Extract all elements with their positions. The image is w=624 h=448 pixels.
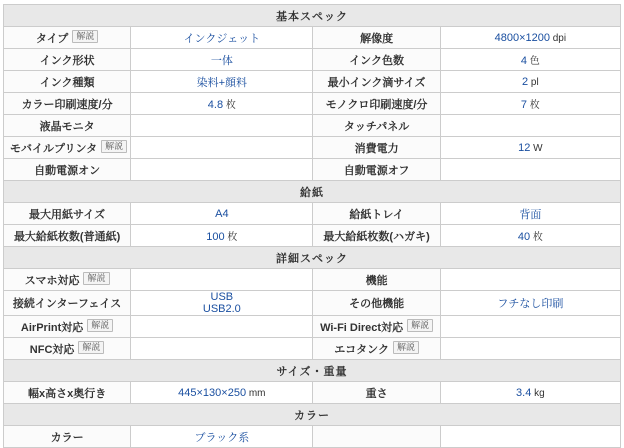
table-row	[4, 225, 621, 247]
spec-value-left	[131, 426, 313, 448]
table-row	[4, 382, 621, 404]
spec-value-text: 7	[520, 99, 528, 111]
spec-value-right	[440, 115, 620, 137]
spec-label-text: 液晶モニタ	[39, 120, 95, 133]
table-row	[4, 71, 621, 93]
spec-label-right	[313, 27, 440, 49]
spec-value-unit: 色	[527, 56, 540, 67]
section-title: 詳細スペック	[4, 247, 621, 269]
spec-label-text: エコタンク	[334, 343, 389, 356]
spec-value-left	[131, 93, 313, 115]
table-row	[4, 27, 621, 49]
spec-label-text: 幅x高さx奥行き	[27, 387, 107, 400]
spec-value-left	[131, 338, 313, 360]
spec-label-text: インク形状	[39, 54, 95, 67]
section-header-row	[4, 247, 621, 269]
spec-value-text: 12	[518, 141, 531, 154]
spec-value-left	[131, 49, 313, 71]
spec-value-left	[131, 159, 313, 181]
spec-value-right	[440, 159, 620, 181]
spec-value-left	[131, 316, 313, 338]
spec-value-text: 染料+顔料	[196, 76, 248, 89]
spec-label-text: スマホ対応	[24, 274, 80, 287]
spec-value-left	[131, 71, 313, 93]
spec-value-left	[131, 137, 313, 159]
section-header-row	[4, 181, 621, 203]
spec-value-left	[131, 291, 313, 316]
spec-label-right	[313, 115, 440, 137]
spec-value-right	[440, 49, 620, 71]
spec-value-text: 3.4	[516, 386, 532, 399]
spec-value-unit: kg	[531, 387, 545, 399]
spec-label-text: 最大用紙サイズ	[29, 208, 106, 221]
spec-label-text: 最大給紙枚数(普通紙)	[13, 230, 121, 243]
table-row	[4, 115, 621, 137]
spec-label-left	[4, 203, 131, 225]
section-title: 給紙	[4, 181, 621, 203]
help-link[interactable]: 解説	[87, 319, 113, 332]
spec-value-left	[131, 27, 313, 49]
spec-label-text: 自動電源オン	[34, 164, 101, 177]
spec-label-right	[313, 225, 440, 247]
spec-label-text: 最大給紙枚数(ハガキ)	[323, 230, 430, 243]
spec-value-text: 445×130×250	[178, 386, 247, 399]
spec-value-right	[440, 291, 620, 316]
spec-label-right	[313, 93, 440, 115]
spec-label-left	[4, 225, 131, 247]
spec-value-text: A4	[215, 207, 229, 220]
spec-value-unit: 枚	[530, 232, 543, 243]
section-header-row	[4, 404, 621, 426]
spec-label-text: 給紙トレイ	[349, 208, 404, 221]
spec-value-text: ブラック系	[194, 431, 250, 444]
spec-value-text: 4800×1200	[494, 31, 550, 44]
spec-label-text: 消費電力	[354, 142, 399, 155]
spec-label-right	[313, 269, 440, 291]
spec-value-right	[440, 71, 620, 93]
spec-value-right	[440, 338, 620, 360]
spec-label-text: 機能	[365, 274, 388, 287]
table-row	[4, 269, 621, 291]
spec-label-left	[4, 269, 131, 291]
spec-value-text: 背面	[519, 208, 542, 221]
spec-value-text: USB2.0	[202, 303, 241, 315]
spec-value-right	[440, 426, 620, 448]
spec-label-right	[313, 338, 440, 360]
table-row	[4, 203, 621, 225]
spec-value-text: 4	[520, 55, 528, 67]
spec-label-left	[4, 159, 131, 181]
spec-value-right	[440, 93, 620, 115]
spec-value-left	[131, 115, 313, 137]
spec-value-unit: W	[530, 142, 543, 154]
spec-label-text: タッチパネル	[343, 120, 410, 133]
spec-value-right	[440, 316, 620, 338]
table-row	[4, 159, 621, 181]
spec-label-left	[4, 27, 131, 49]
help-link[interactable]: 解説	[393, 341, 419, 354]
spec-label-text: 接続インターフェイス	[12, 298, 122, 310]
spec-label-right	[313, 159, 440, 181]
spec-label-right	[313, 382, 440, 404]
spec-value-text: インクジェット	[183, 32, 261, 45]
spec-value-unit: pl	[528, 76, 539, 88]
spec-value-text: 40	[517, 231, 531, 243]
spec-label-text: 解像度	[360, 32, 394, 45]
spec-label-right	[313, 426, 440, 448]
spec-value-left	[131, 225, 313, 247]
spec-label-text: タイプ	[35, 32, 69, 45]
spec-value-left	[131, 269, 313, 291]
spec-label-text: モバイルプリンタ	[10, 142, 98, 155]
spec-value-right	[440, 27, 620, 49]
specification-table	[3, 4, 621, 448]
spec-value-text: 2	[522, 75, 529, 88]
table-row	[4, 93, 621, 115]
spec-value-text: USB	[210, 291, 234, 303]
spec-label-text: モノクロ印刷速度/分	[325, 98, 428, 111]
spec-label-text: インク色数	[349, 54, 404, 67]
spec-value-text: 100	[206, 231, 225, 243]
spec-label-left	[4, 115, 131, 137]
spec-label-left	[4, 93, 131, 115]
section-header-row	[4, 360, 621, 382]
spec-label-text: AirPrint対応	[20, 321, 84, 334]
spec-label-left	[4, 137, 131, 159]
spec-value-left	[131, 203, 313, 225]
help-link[interactable]: 解説	[78, 341, 104, 354]
spec-value-right	[440, 269, 620, 291]
spec-label-text: 重さ	[365, 387, 388, 400]
table-row	[4, 291, 621, 316]
spec-value-unit: 枚	[527, 100, 540, 111]
section-title: サイズ・重量	[4, 360, 621, 382]
table-row	[4, 338, 621, 360]
spec-value-text: フチなし印刷	[497, 298, 564, 310]
spec-label-left	[4, 291, 131, 316]
spec-label-right	[313, 291, 440, 316]
spec-label-text: Wi-Fi Direct対応	[320, 321, 404, 334]
spec-label-left	[4, 71, 131, 93]
table-row	[4, 316, 621, 338]
table-row	[4, 49, 621, 71]
spec-value-right	[440, 137, 620, 159]
spec-value-unit: dpi	[549, 32, 567, 44]
spec-value-unit: mm	[246, 387, 266, 399]
spec-label-text: インク種類	[39, 76, 95, 89]
spec-value-left	[131, 382, 313, 404]
spec-label-left	[4, 316, 131, 338]
spec-value-right	[440, 382, 620, 404]
spec-label-left	[4, 426, 131, 448]
spec-label-right	[313, 137, 440, 159]
spec-label-right	[313, 203, 440, 225]
spec-label-text: 自動電源オフ	[343, 164, 410, 177]
spec-label-left	[4, 382, 131, 404]
section-title: 基本スペック	[4, 5, 621, 27]
spec-value-text: 一体	[210, 54, 233, 67]
spec-label-text: カラー印刷速度/分	[21, 98, 113, 111]
section-title: カラー	[4, 404, 621, 426]
help-link[interactable]: 解説	[72, 30, 98, 43]
help-link[interactable]: 解説	[83, 272, 109, 285]
spec-value-text: 4.8	[207, 99, 224, 111]
spec-label-right	[313, 316, 440, 338]
section-header-row	[4, 5, 621, 27]
spec-label-left	[4, 49, 131, 71]
table-row	[4, 137, 621, 159]
spec-label-text: その他機能	[349, 298, 405, 310]
spec-value-unit: 枚	[224, 232, 238, 243]
spec-label-left	[4, 338, 131, 360]
table-row	[4, 426, 621, 448]
spec-label-text: 最小インク滴サイズ	[327, 76, 426, 89]
spec-label-text: カラー	[50, 431, 84, 444]
spec-label-right	[313, 71, 440, 93]
spec-value-unit: 枚	[223, 100, 236, 111]
spec-value-right	[440, 225, 620, 247]
spec-label-right	[313, 49, 440, 71]
help-link[interactable]: 解説	[407, 319, 433, 332]
spec-value-right	[440, 203, 620, 225]
help-link[interactable]: 解説	[101, 140, 127, 153]
spec-label-text: NFC対応	[29, 343, 75, 356]
